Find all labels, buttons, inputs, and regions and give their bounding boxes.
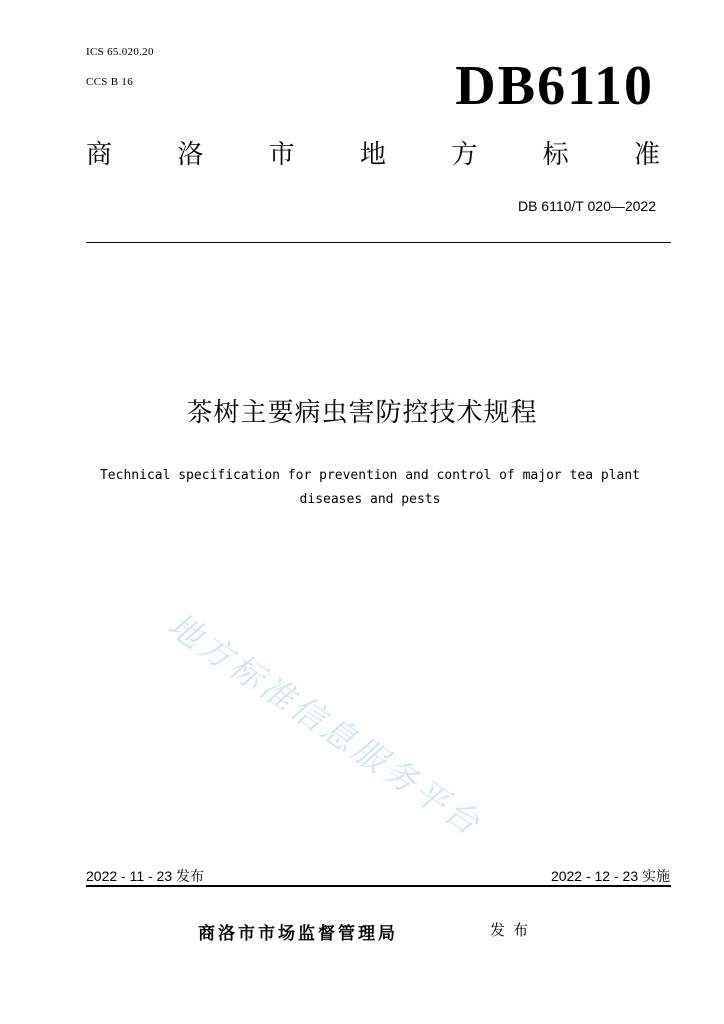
watermark: 地方标准信息服务平台	[160, 604, 490, 845]
top-divider	[86, 242, 671, 243]
standard-type-char: 准	[633, 140, 660, 170]
title-chinese: 茶树主要病虫害防控技术规程	[186, 398, 538, 428]
db-logo: DB6110	[455, 55, 654, 117]
ics-code: ICS 65.020.20	[86, 46, 154, 58]
title-english-line-1: Technical specification for prevention and control of major tea plant	[99, 468, 641, 483]
standard-type-char: 标	[542, 140, 569, 170]
standard-type-char: 市	[268, 140, 295, 170]
issue-date: 2022 - 11 - 23 发布	[86, 868, 205, 884]
title-english-line-2: diseases and pests	[299, 492, 441, 507]
standard-type-char: 商	[86, 140, 113, 170]
standard-type-char: 方	[451, 140, 478, 170]
issuing-authority: 商洛市市场监督管理局	[198, 924, 398, 944]
implementation-date: 2022 - 12 - 23 实施	[550, 868, 670, 884]
standard-type-char: 洛	[177, 140, 204, 170]
standard-type-heading	[86, 140, 660, 171]
bottom-divider	[86, 885, 671, 887]
issued-label: 发布	[490, 921, 537, 939]
standard-type-char: 地	[359, 140, 386, 170]
standard-number: DB 6110/T 020—2022	[517, 198, 656, 214]
title-english	[60, 464, 680, 512]
ccs-code: CCS B 16	[86, 76, 134, 88]
